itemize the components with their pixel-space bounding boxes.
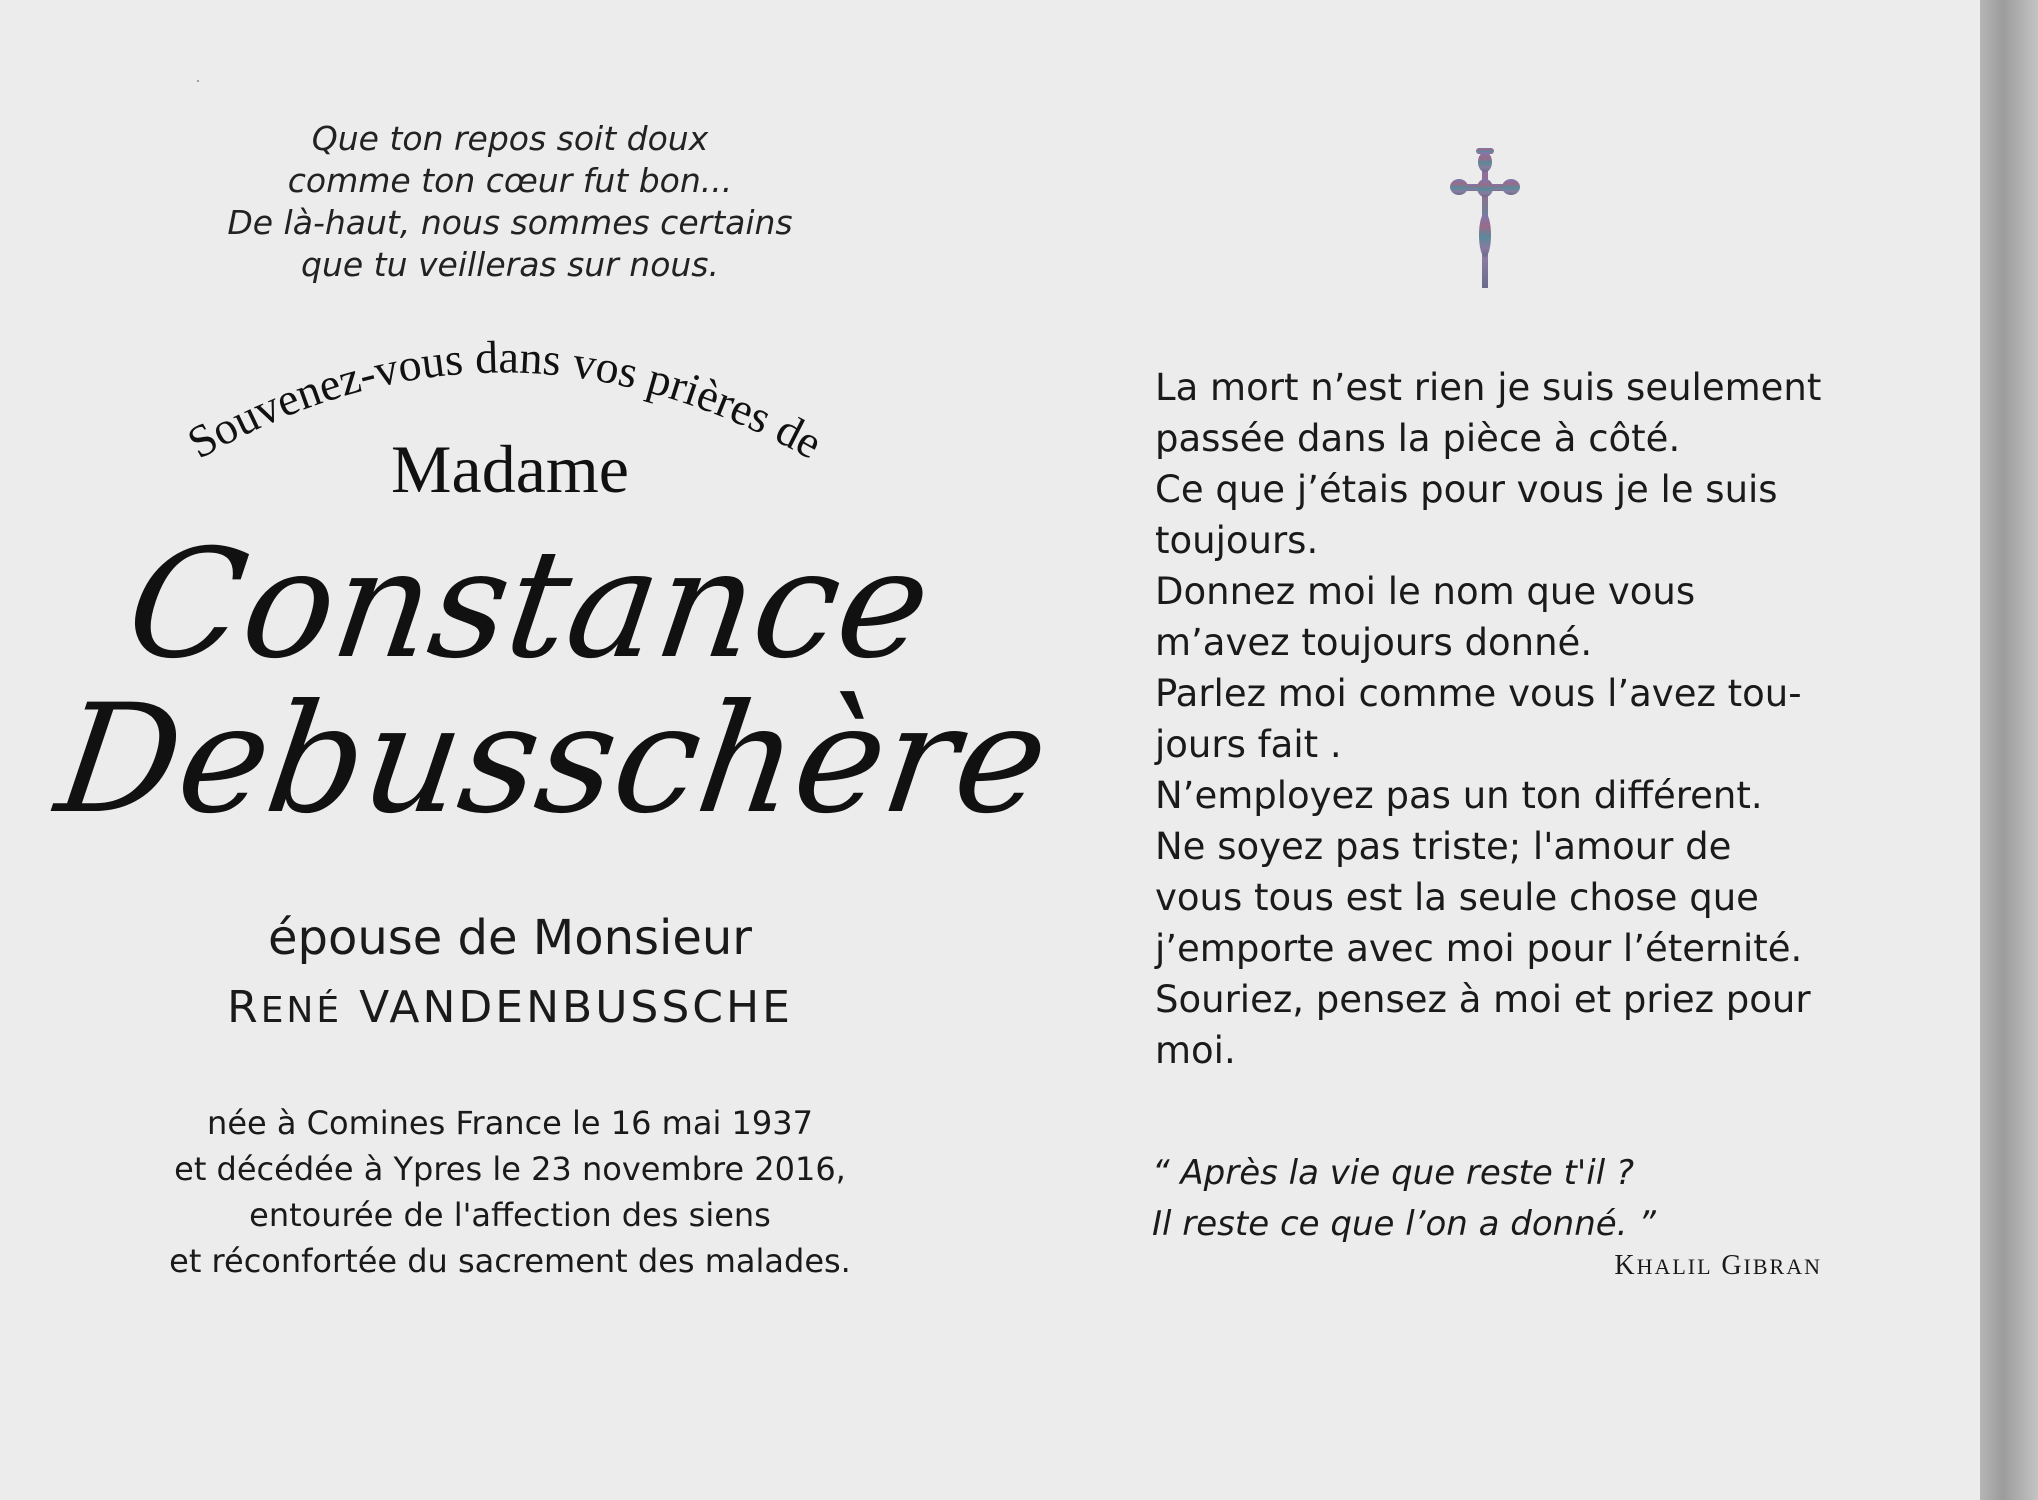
poem-line: vous tous est la seule chose que — [1155, 876, 1759, 919]
poem-line: Ne soyez pas triste; l'amour de — [1155, 825, 1732, 868]
spouse-first-initial: R — [227, 982, 261, 1033]
poem-line: N’employez pas un ton différent. — [1155, 774, 1763, 817]
epigraph-line: comme ton cœur fut bon... — [287, 161, 733, 200]
quote-line: Il reste ce que l’on a donné. ” — [1152, 1204, 1656, 1244]
right-panel — [1020, 0, 1980, 1500]
poem-line: j’emporte avec moi pour l’éternité. — [1155, 927, 1803, 970]
prayer-invitation: Souvenez-vous dans vos prières de — [178, 331, 831, 469]
epigraph-line: que tu veilleras sur nous. — [301, 245, 719, 284]
author-initial-last: G — [1721, 1250, 1744, 1281]
poem-line: passée dans la pièce à côté. — [1155, 417, 1681, 460]
spouse-last-name: VANDENBUSSCHE — [359, 982, 793, 1033]
quote-line: “ Après la vie que reste t'il ? — [1152, 1153, 1635, 1193]
poem-line: m’avez toujours donné. — [1155, 621, 1593, 664]
epigraph — [140, 118, 880, 286]
biography-line: née à Comines France le 16 mai 1937 — [207, 1104, 813, 1142]
deceased-last-name: Debusschère — [47, 673, 1058, 847]
spouse-intro: épouse de Monsieur — [267, 910, 753, 966]
spouse-name — [140, 982, 880, 1033]
biography-line: et décédée à Ypres le 23 novembre 2016, — [174, 1150, 846, 1188]
epigraph-line: Que ton repos soit doux — [311, 119, 709, 158]
poem-line: jours fait . — [1155, 723, 1342, 766]
poem — [1155, 362, 1875, 1076]
cross-icon — [1445, 140, 1525, 290]
spouse-first-rest: ENÉ — [260, 990, 343, 1031]
honorific-title: Madame — [391, 431, 629, 507]
quote — [1152, 1148, 1872, 1250]
poem-line: Donnez moi le nom que vous — [1155, 570, 1696, 613]
deceased-first-name: Constance — [117, 518, 940, 692]
poem-line: toujours. — [1155, 519, 1319, 562]
poem-line: Souriez, pensez à moi et priez pour — [1155, 978, 1811, 1021]
epigraph-line: De là-haut, nous sommes certains — [227, 203, 793, 242]
poem-line: Ce que j’étais pour vous je le suis — [1155, 468, 1778, 511]
quote-author — [1470, 1250, 1822, 1282]
biography-line: et réconfortée du sacrement des malades. — [169, 1242, 851, 1280]
poem-line: Parlez moi comme vous l’avez tou- — [1155, 672, 1802, 715]
author-initial-first: K — [1614, 1250, 1637, 1281]
page-edge-shadow — [1980, 0, 2038, 1500]
author-last-rest: IBRAN — [1743, 1254, 1822, 1279]
poem-line: La mort n’est rien je suis seulement — [1155, 366, 1822, 409]
biography-line: entourée de l'affection des siens — [249, 1196, 771, 1234]
poem-line: moi. — [1155, 1029, 1236, 1072]
author-first-rest: HALIL — [1636, 1254, 1713, 1279]
biography — [110, 1100, 910, 1284]
